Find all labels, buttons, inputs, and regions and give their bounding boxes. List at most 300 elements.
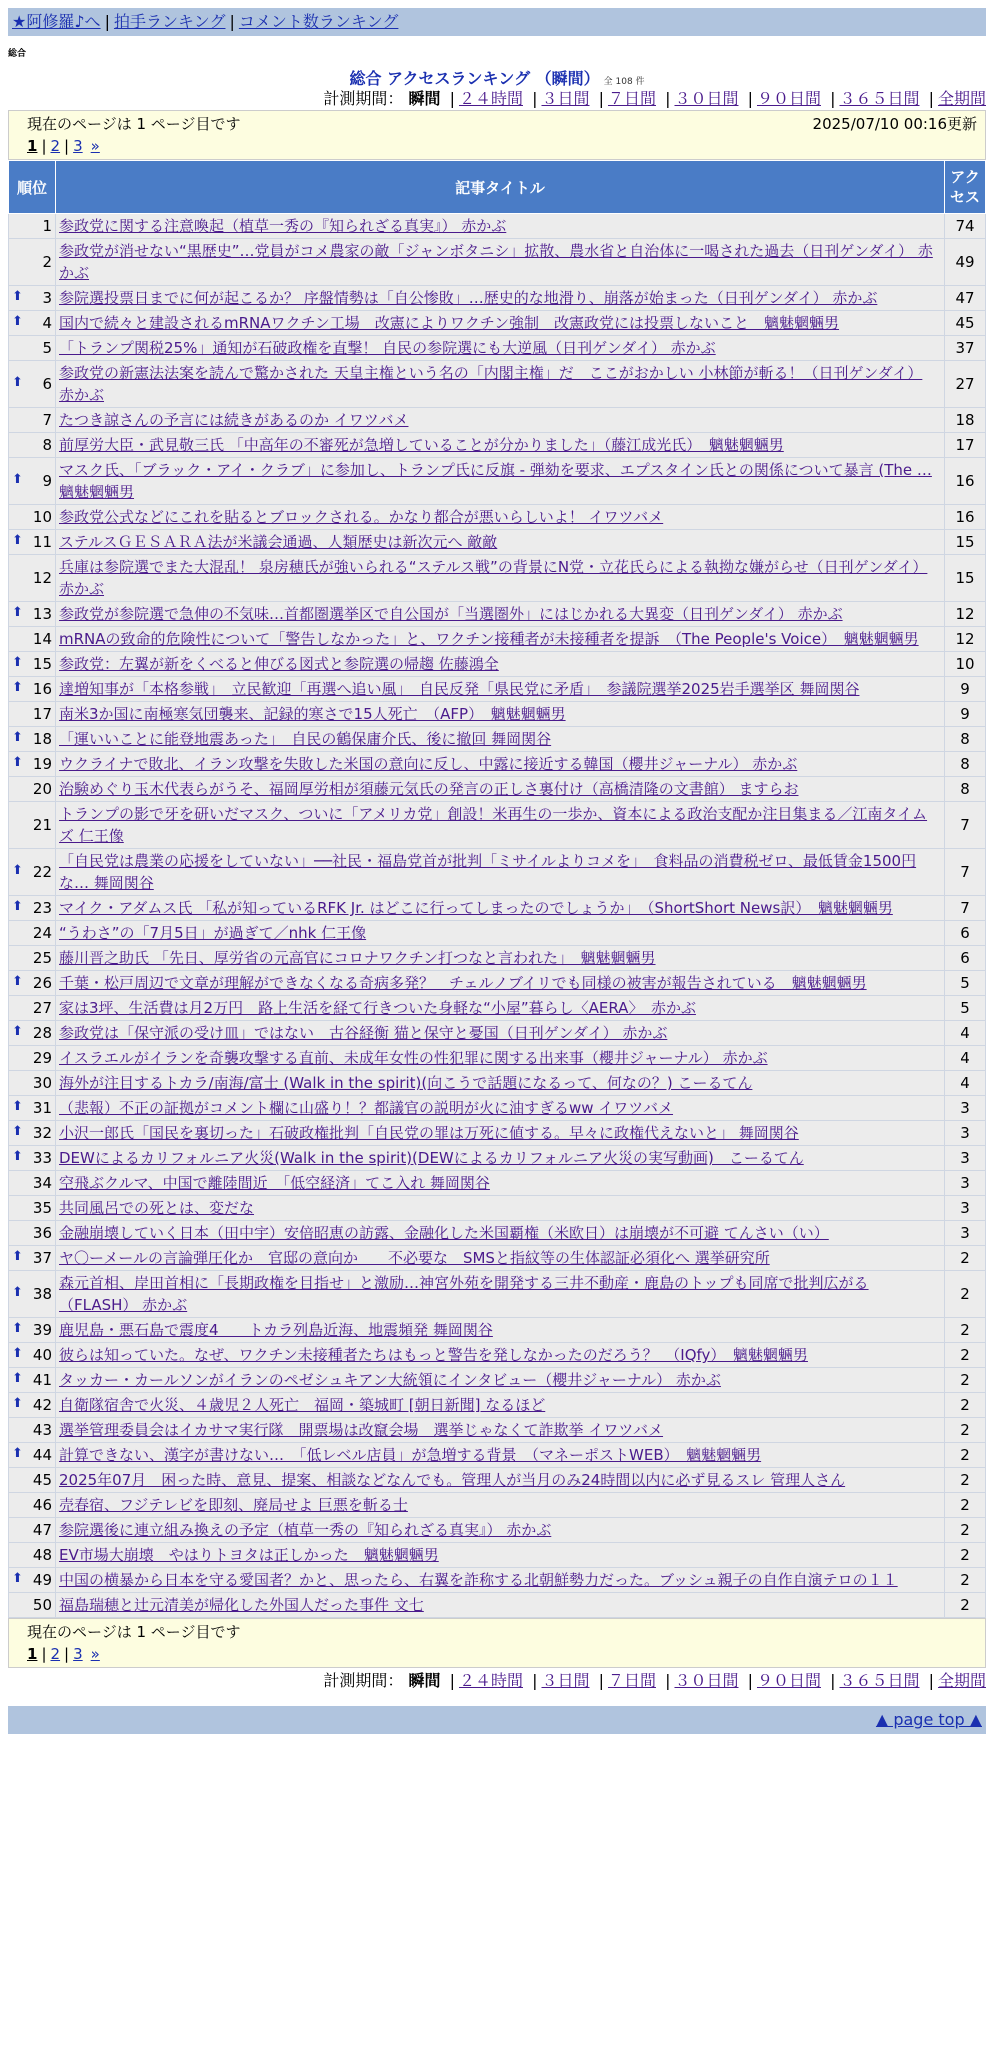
article-link[interactable]: 南米3か国に南極寒気団襲来、記録的寒さで15人死亡 （AFP） 魑魅魍魎男 — [59, 705, 566, 723]
table-row — [9, 1368, 986, 1393]
table-row — [9, 239, 986, 286]
table-row — [9, 971, 986, 996]
nav-separator: | — [104, 12, 110, 31]
rank-cell — [9, 652, 56, 677]
rank-cell — [9, 1071, 56, 1096]
access-count: 74 — [945, 214, 986, 239]
article-link[interactable]: 治験めぐり玉木代表らがうそ、福岡厚労相が須藤元気氏の発言の正しさ裏付け（高橋清隆の文書館） ますらお — [59, 780, 799, 798]
article-link[interactable]: 海外が注目するトカラ/南海/富士 (Walk in the spirit)(向こうで話題になるって、何なの？) こーるてん — [59, 1074, 753, 1092]
page-status-text: 現在のページは 1 ページ目です — [27, 115, 241, 133]
rank-up-icon: ⬆ — [12, 1249, 23, 1264]
article-link[interactable]: 中国の横暴から日本を守る愛国者？かと、思ったら、右翼を詐称する北朝鮮勢力だった。ブッシュ親子の自作自演テロの１１ — [59, 1571, 898, 1589]
access-count: 2 — [945, 1318, 986, 1343]
rank-up-icon: ⬆ — [12, 1099, 23, 1114]
rank-number: 23 — [32, 899, 52, 917]
title-cell — [56, 1318, 945, 1343]
title-cell — [56, 1146, 945, 1171]
total-count: 全 108 件 — [603, 77, 645, 87]
rank-number: 19 — [32, 755, 52, 773]
access-count: 45 — [945, 311, 986, 336]
article-link[interactable]: 福島瑞穂と辻元清美が帰化した外国人だった事件 文七 — [59, 1596, 424, 1614]
title-cell — [56, 361, 945, 408]
title-cell — [56, 214, 945, 239]
table-row — [9, 777, 986, 802]
table-row — [9, 896, 986, 921]
article-link[interactable]: 家は3坪、生活費は月2万円 路上生活を経て行きついた身軽な“小屋”暮らし〈AERA〉 赤かぶ — [59, 999, 696, 1017]
rank-cell — [9, 946, 56, 971]
title-cell — [56, 1443, 945, 1468]
rank-number: 40 — [32, 1346, 52, 1364]
article-link[interactable]: 小沢一郎氏「国民を裏切った」石破政権批判「自民党の罪は万死に値する。早々に政権代えないと」 舞岡関谷 — [59, 1124, 799, 1142]
title-cell — [56, 239, 945, 286]
rank-cell — [9, 1568, 56, 1593]
rank-cell — [9, 1543, 56, 1568]
period-option-365d[interactable]: ３６５日間 — [839, 89, 920, 108]
access-count: 16 — [945, 458, 986, 505]
updated-time: 2025/07/10 00:16更新 — [812, 115, 977, 133]
table-row — [9, 505, 986, 530]
rank-number: 15 — [32, 655, 52, 673]
article-link[interactable]: 達増知事が「本格参戦」 立民歓迎「再選へ追い風」 自民反発「県民党に矛盾」 参議院選挙2025岩手選挙区 舞岡関谷 — [59, 680, 860, 698]
period-option-all[interactable]: 全期間 — [937, 89, 986, 108]
rank-cell — [9, 1518, 56, 1543]
rank-number: 46 — [32, 1496, 52, 1514]
period-option-30d[interactable]: ３０日間 — [674, 1671, 739, 1690]
rank-number: 48 — [32, 1546, 52, 1564]
article-link[interactable]: 藤川晋之助氏 「先日、厚労省の元高官にコロナワクチン打つなと言われた」 魑魅魍魎男 — [59, 949, 656, 967]
article-link[interactable]: 「トランプ関税25%」通知が石破政権を直撃！ 自民の参院選にも大逆風（日刊ゲンダイ） 赤かぶ — [59, 339, 716, 357]
rank-number: 32 — [32, 1124, 52, 1142]
rank-cell — [9, 727, 56, 752]
article-link[interactable]: 兵庫は参院選でまた大混乱！ 泉房穂氏が強いられる“ステルス戦”の背景にN党・立花氏らによる執拗な嫌がらせ（日刊ゲンダイ） 赤かぶ — [59, 558, 928, 598]
rank-number: 28 — [32, 1024, 52, 1042]
access-count: 2 — [945, 1468, 986, 1493]
rank-cell — [9, 849, 56, 896]
table-row — [9, 1071, 986, 1096]
article-link[interactable]: イスラエルがイランを奇襲攻撃する直前、未成年女性の性犯罪に関する出来事（櫻井ジャーナル） 赤かぶ — [59, 1049, 768, 1067]
title-cell — [56, 433, 945, 458]
period-option-90d[interactable]: ９０日間 — [756, 1671, 821, 1690]
article-link[interactable]: 国内で続々と建設されるmRNAワクチン工場 改憲によりワクチン強制 改憲政党には投票しないこと 魑魅魍魎男 — [59, 314, 840, 332]
rank-cell — [9, 311, 56, 336]
rank-number: 44 — [32, 1446, 52, 1464]
article-link[interactable]: 参政党公式などにこれを貼るとブロックされる。かなり都合が悪いらしいよ！ イワツバメ — [59, 508, 664, 526]
table-row — [9, 286, 986, 311]
access-count: 3 — [945, 1096, 986, 1121]
rank-number: 31 — [32, 1099, 52, 1117]
article-link[interactable]: mRNAの致命的危険性について「警告しなかった」と、ワクチン接種者が未接種者を提訴 （The People's Voice） 魑魅魍魎男 — [59, 630, 919, 648]
rank-cell — [9, 677, 56, 702]
table-row — [9, 1543, 986, 1568]
access-count: 9 — [945, 702, 986, 727]
title-cell — [56, 1021, 945, 1046]
access-count: 2 — [945, 1343, 986, 1368]
footer-bar — [8, 1706, 986, 1734]
article-link[interactable]: 「自民党は農業の応援をしていない」──社民・福島党首が批判「ミサイルよりコメを」 食料品の消費税ゼロ、最低賃金1500円な… 舞岡関谷 — [59, 852, 917, 892]
article-link[interactable]: ウクライナで敗北、イラン攻撃を失敗した米国の意向に反し、中露に接近する韓国（櫻井ジャーナル） 赤かぶ — [59, 755, 798, 773]
table-row — [9, 1568, 986, 1593]
current-page: 1 — [27, 137, 38, 155]
title-cell — [56, 896, 945, 921]
table-row — [9, 921, 986, 946]
rank-number: 7 — [42, 411, 52, 429]
article-link[interactable]: DEWによるカリフォルニア火災(Walk in the spirit)(DEWによるカリフォルニア火災の実写動画) こーるてん — [59, 1149, 804, 1167]
title-cell — [56, 505, 945, 530]
page-status-bottom — [8, 1618, 986, 1668]
title-cell — [56, 1518, 945, 1543]
table-row — [9, 1196, 986, 1221]
access-count: 2 — [945, 1246, 986, 1271]
period-label: 計測期間： — [323, 89, 404, 108]
access-count: 12 — [945, 602, 986, 627]
rank-up-icon: ⬆ — [12, 1396, 23, 1411]
article-link[interactable]: 共同風呂での死とは、変だな — [59, 1199, 255, 1217]
article-link[interactable]: 計算できない、漢字が書けない… 「低レベル店員」が急増する背景 （マネーポストWEB） 魑魅魍魎男 — [59, 1446, 762, 1464]
table-row — [9, 1343, 986, 1368]
title-cell — [56, 1568, 945, 1593]
table-row — [9, 752, 986, 777]
period-option-365d[interactable]: ３６５日間 — [839, 1671, 920, 1690]
title-cell — [56, 1343, 945, 1368]
title-cell — [56, 1171, 945, 1196]
rank-number: 50 — [32, 1596, 52, 1614]
access-count: 15 — [945, 555, 986, 602]
rank-cell — [9, 1121, 56, 1146]
table-row — [9, 1318, 986, 1343]
ranking-title — [0, 66, 994, 86]
access-count: 7 — [945, 896, 986, 921]
period-label: 計測期間： — [323, 1671, 404, 1690]
period-option-90d[interactable]: ９０日間 — [756, 89, 821, 108]
title-cell — [56, 921, 945, 946]
rank-up-icon: ⬆ — [12, 375, 23, 390]
rank-number: 47 — [32, 1521, 52, 1539]
title-cell — [56, 1196, 945, 1221]
title-cell — [56, 1246, 945, 1271]
comment-ranking-link[interactable]: コメント数ランキング — [238, 12, 399, 31]
table-row — [9, 1171, 986, 1196]
rank-cell — [9, 336, 56, 361]
access-count: 2 — [945, 1418, 986, 1443]
article-link[interactable]: 森元首相、岸田首相に「長期政権を目指せ」と激励…神宮外苑を開発する三井不動産・鹿島のトップも同席で批判広がる（FLASH） 赤かぶ — [59, 1274, 869, 1314]
rank-cell — [9, 1318, 56, 1343]
table-row — [9, 627, 986, 652]
page-link-next[interactable]: » — [90, 1645, 100, 1663]
period-option-24h[interactable]: ２４時間 — [458, 89, 523, 108]
table-row — [9, 1221, 986, 1246]
access-count: 17 — [945, 433, 986, 458]
table-row — [9, 530, 986, 555]
page-top-link[interactable]: ▲ page top ▲ — [875, 1710, 982, 1729]
title-cell — [56, 1393, 945, 1418]
clap-ranking-link[interactable]: 拍手ランキング — [113, 12, 226, 31]
rank-up-icon: ⬆ — [12, 1571, 23, 1586]
title-cell — [56, 652, 945, 677]
rank-up-icon: ⬆ — [12, 974, 23, 989]
title-cell — [56, 555, 945, 602]
period-selector-bottom: 計測期間： 瞬間 | ２４時間 | ３日間 | ７日間 | ３０日間 | ９０日間 | ３６５日間 | 全期間 — [323, 1671, 986, 1690]
title-cell — [56, 1271, 945, 1318]
article-link[interactable]: マスク氏、「ブラック・アイ・クラブ」に参加し、トランプ氏に反旗 - 弾劾を要求、エプスタイン氏との関係について暴言 (The … 魑魅魍魎男 — [59, 461, 932, 501]
table-row — [9, 1046, 986, 1071]
article-link[interactable]: 千葉・松戸周辺で文章が理解ができなくなる奇病多発？ チェルノブイリでも同様の被害が報告されている 魑魅魍魎男 — [59, 974, 867, 992]
period-option-all[interactable]: 全期間 — [937, 1671, 986, 1690]
rank-number: 21 — [32, 816, 52, 834]
article-link[interactable]: 鹿児島・悪石島で震度4 トカラ列島近海、地震頻発 舞岡関谷 — [59, 1321, 493, 1339]
article-link[interactable]: 売春宿、フジテレビを即刻、廃局せよ 巨悪を斬る士 — [59, 1496, 408, 1514]
rank-cell — [9, 361, 56, 408]
table-row — [9, 946, 986, 971]
article-link[interactable]: 2025年07月 困った時、意見、提案、相談などなんでも。管理人が当月のみ24時間以内に必ず見るスレ 管理人さん — [59, 1471, 846, 1489]
access-count: 37 — [945, 336, 986, 361]
rank-cell — [9, 1393, 56, 1418]
ranking-table-body — [9, 214, 986, 1618]
article-link[interactable]: 参政党：左翼が新をくべると伸びる図式と参院選の帰趨 佐藤鴻全 — [59, 655, 499, 673]
article-link[interactable]: ヤ〇ーメールの言論弾圧化か 官邸の意向か 不必要な SMSと指紋等の生体認証必須化へ 選挙研究所 — [59, 1249, 770, 1267]
title-cell — [56, 702, 945, 727]
rank-cell — [9, 1171, 56, 1196]
table-row — [9, 802, 986, 849]
title-cell — [56, 1418, 945, 1443]
top-nav-bar — [8, 8, 986, 36]
rank-number: 18 — [32, 730, 52, 748]
access-count: 3 — [945, 1171, 986, 1196]
access-count: 2 — [945, 1393, 986, 1418]
rank-cell — [9, 1096, 56, 1121]
period-option-24h[interactable]: ２４時間 — [458, 1671, 523, 1690]
category-label: 総合 — [8, 49, 27, 59]
page-title: 総合 アクセスランキング （瞬間） — [349, 69, 600, 88]
rank-number: 4 — [42, 314, 52, 332]
access-count: 4 — [945, 1046, 986, 1071]
rank-number: 39 — [32, 1321, 52, 1339]
article-link[interactable]: たつき諒さんの予言には続きがあるのか イワツバメ — [59, 411, 409, 429]
access-count: 5 — [945, 971, 986, 996]
article-link[interactable]: 自衛隊宿舎で火災、４歳児２人死亡 福岡・築城町 [朝日新聞] なるほど — [59, 1396, 546, 1414]
rank-up-icon: ⬆ — [12, 1346, 23, 1361]
rank-number: 8 — [42, 436, 52, 454]
access-count: 3 — [945, 1221, 986, 1246]
header-rank: 順位 — [9, 161, 56, 214]
rank-up-icon: ⬆ — [12, 605, 23, 620]
rank-cell — [9, 1418, 56, 1443]
access-count: 6 — [945, 921, 986, 946]
title-cell — [56, 752, 945, 777]
rank-number: 5 — [42, 339, 52, 357]
rank-cell — [9, 1046, 56, 1071]
rank-cell — [9, 1343, 56, 1368]
rank-number: 17 — [32, 705, 52, 723]
title-cell — [56, 1543, 945, 1568]
table-row — [9, 1121, 986, 1146]
access-count: 10 — [945, 652, 986, 677]
title-cell — [56, 1071, 945, 1096]
article-link[interactable]: 参院選後に連立組み換えの予定（植草一秀の『知られざる真実』） 赤かぶ — [59, 1521, 552, 1539]
rank-cell — [9, 530, 56, 555]
rank-cell — [9, 777, 56, 802]
pagination: 1 | 2 | 3 » — [27, 137, 100, 155]
article-link[interactable]: 参政党が参院選で急伸の不気味…首都圏選挙区で自公国が「当選圏外」にはじかれる大異変（日刊ゲンダイ） 赤かぶ — [59, 605, 843, 623]
rank-cell — [9, 239, 56, 286]
rank-up-icon: ⬆ — [12, 899, 23, 914]
period-option-3d[interactable]: ３日間 — [541, 1671, 590, 1690]
rank-cell — [9, 602, 56, 627]
access-count: 49 — [945, 239, 986, 286]
rank-number: 6 — [42, 375, 52, 393]
rank-cell — [9, 1271, 56, 1318]
page-link-3[interactable]: 3 — [73, 137, 83, 155]
article-link[interactable]: 参政党は「保守派の受け皿」ではない 古谷経衡 猫と保守と憂国（日刊ゲンダイ） 赤かぶ — [59, 1024, 668, 1042]
period-current: 瞬間 — [408, 89, 441, 108]
rank-number: 3 — [42, 289, 52, 307]
table-row — [9, 1593, 986, 1618]
page-link-2[interactable]: 2 — [50, 1645, 61, 1663]
access-count: 2 — [945, 1543, 986, 1568]
page-status-text: 現在のページは 1 ページ目です — [27, 1623, 241, 1641]
home-link[interactable]: ★阿修羅♪へ — [12, 12, 101, 31]
rank-number: 30 — [32, 1074, 52, 1092]
rank-number: 38 — [32, 1285, 52, 1303]
period-option-7d[interactable]: ７日間 — [607, 89, 656, 108]
rank-up-icon: ⬆ — [12, 533, 23, 548]
rank-up-icon: ⬆ — [12, 1124, 23, 1139]
rank-cell — [9, 896, 56, 921]
rank-up-icon: ⬆ — [12, 1149, 23, 1164]
rank-cell — [9, 996, 56, 1021]
pagination: 1 | 2 | 3 » — [27, 1645, 100, 1663]
article-link[interactable]: 空飛ぶクルマ、中国で離陸間近 「低空経済」てこ入れ 舞岡関谷 — [59, 1174, 490, 1192]
table-row — [9, 1096, 986, 1121]
access-count: 8 — [945, 777, 986, 802]
rank-cell — [9, 433, 56, 458]
article-link[interactable]: 参政党が消せない“黒歴史”…党員がコメ農家の敵「ジャンボタニシ」拡散、農水省と自治体に一喝された過去（日刊ゲンダイ） 赤かぶ — [59, 242, 933, 282]
rank-number: 20 — [32, 780, 52, 798]
rank-up-icon: ⬆ — [12, 680, 23, 695]
rank-number: 13 — [32, 605, 52, 623]
article-link[interactable]: マイク・アダムス氏 「私が知っているRFK Jr. はどこに行ってしまったのでしょうか」 （ShortShort News訳） 魑魅魍魎男 — [59, 899, 893, 917]
article-link[interactable]: 金融崩壊していく日本（田中宇）安倍昭恵の訪露、金融化した米国覇権（米欧日）は崩壊が不可避 てんさい（い） — [59, 1224, 829, 1242]
rank-number: 35 — [32, 1199, 52, 1217]
page-link-2[interactable]: 2 — [50, 137, 61, 155]
period-option-30d[interactable]: ３０日間 — [674, 89, 739, 108]
access-count: 3 — [945, 1146, 986, 1171]
rank-number: 34 — [32, 1174, 52, 1192]
access-count: 2 — [945, 1368, 986, 1393]
title-cell — [56, 1593, 945, 1618]
title-cell — [56, 677, 945, 702]
table-row — [9, 1021, 986, 1046]
title-cell — [56, 408, 945, 433]
rank-number: 36 — [32, 1224, 52, 1242]
article-link[interactable]: ステルスＧＥＳＡＲＡ法が米議会通過、人類歴史は新次元へ 敵敵 — [59, 533, 498, 551]
access-count: 12 — [945, 627, 986, 652]
article-link[interactable]: 選挙管理委員会はイカサマ実行隊 開票場は改竄会場 選挙じゃなくて詐欺挙 イワツバメ — [59, 1421, 664, 1439]
rank-number: 1 — [42, 217, 52, 235]
rank-cell — [9, 1443, 56, 1468]
rank-up-icon: ⬆ — [12, 472, 23, 487]
period-current: 瞬間 — [408, 1671, 441, 1690]
table-row — [9, 602, 986, 627]
table-row — [9, 1393, 986, 1418]
title-cell — [56, 286, 945, 311]
rank-cell — [9, 752, 56, 777]
rank-cell — [9, 1493, 56, 1518]
table-row — [9, 1443, 986, 1468]
rank-cell — [9, 971, 56, 996]
page-link-3[interactable]: 3 — [73, 1645, 83, 1663]
table-row — [9, 433, 986, 458]
rank-number: 22 — [32, 863, 52, 881]
title-cell — [56, 458, 945, 505]
title-cell — [56, 1121, 945, 1146]
title-cell — [56, 849, 945, 896]
article-link[interactable]: トランプの影で牙を研いだマスク、ついに「アメリカ党」創設！米再生の一歩か、資本による政治支配か注目集まる／江南タイムズ 仁王像 — [59, 805, 928, 845]
page-link-next[interactable]: » — [90, 137, 100, 155]
rank-cell — [9, 702, 56, 727]
title-cell — [56, 777, 945, 802]
title-cell — [56, 1468, 945, 1493]
article-link[interactable]: 彼らは知っていた。なぜ、ワクチン未接種者たちはもっと警告を発しなかったのだろう？ （IQfy） 魑魅魍魎男 — [59, 1346, 808, 1364]
rank-number: 11 — [32, 533, 52, 551]
rank-number: 16 — [32, 680, 52, 698]
period-option-7d[interactable]: ７日間 — [607, 1671, 656, 1690]
article-link[interactable]: “うわさ”の「7月5日」が過ぎて／nhk 仁王像 — [59, 924, 367, 942]
title-cell — [56, 1368, 945, 1393]
rank-up-icon: ⬆ — [12, 1024, 23, 1039]
table-row — [9, 727, 986, 752]
period-option-3d[interactable]: ３日間 — [541, 89, 590, 108]
rank-up-icon: ⬆ — [12, 1321, 23, 1336]
table-row — [9, 1146, 986, 1171]
access-count: 4 — [945, 1071, 986, 1096]
article-link[interactable]: （悲報）不正の証拠がコメント欄に山盛り！？都議官の説明が火に油すぎるww イワツバメ — [59, 1099, 674, 1117]
rank-up-icon: ⬆ — [12, 1371, 23, 1386]
table-row — [9, 1493, 986, 1518]
table-row — [9, 1246, 986, 1271]
article-link[interactable]: EV市場大崩壊 やはりトヨタは正しかった 魑魅魍魎男 — [59, 1546, 439, 1564]
title-cell — [56, 311, 945, 336]
access-count: 2 — [945, 1593, 986, 1618]
table-row — [9, 336, 986, 361]
article-link[interactable]: 前厚労大臣・武見敬三氏 「中高年の不審死が急増していることが分かりました」（藤江成光氏） 魑魅魍魎男 — [59, 436, 784, 454]
title-cell — [56, 530, 945, 555]
title-cell — [56, 336, 945, 361]
rank-cell — [9, 1196, 56, 1221]
table-row — [9, 1418, 986, 1443]
table-row — [9, 652, 986, 677]
title-cell — [56, 971, 945, 996]
article-link[interactable]: 「運いいことに能登地震あった」 自民の鶴保庸介氏、後に撤回 舞岡関谷 — [59, 730, 552, 748]
title-cell — [56, 1493, 945, 1518]
article-link[interactable]: 参院選投票日までに何が起こるか？ 序盤情勢は「自公惨敗」…歴史的な地滑り、崩落が始まった（日刊ゲンダイ） 赤かぶ — [59, 289, 878, 307]
rank-number: 33 — [32, 1149, 52, 1167]
access-count: 2 — [945, 1443, 986, 1468]
article-link[interactable]: 参政党に関する注意喚起（植草一秀の『知られざる真実』） 赤かぶ — [59, 217, 507, 235]
rank-number: 25 — [32, 949, 52, 967]
rank-cell — [9, 286, 56, 311]
rank-up-icon: ⬆ — [12, 863, 23, 878]
rank-up-icon: ⬆ — [12, 655, 23, 670]
access-count: 2 — [945, 1518, 986, 1543]
ranking-table — [8, 160, 986, 1618]
table-row — [9, 311, 986, 336]
table-row — [9, 1271, 986, 1318]
rank-cell — [9, 1021, 56, 1046]
title-cell — [56, 627, 945, 652]
article-link[interactable]: タッカー・カールソンがイランのペゼシュキアン大統領にインタビュー（櫻井ジャーナル） 赤かぶ — [59, 1371, 721, 1389]
rank-up-icon: ⬆ — [12, 755, 23, 770]
article-link[interactable]: 参政党の新憲法法案を読んで驚かされた 天皇主権という名の「内閣主権」だ ここがおかしい 小林節が斬る！（日刊ゲンダイ） 赤かぶ — [59, 364, 923, 404]
